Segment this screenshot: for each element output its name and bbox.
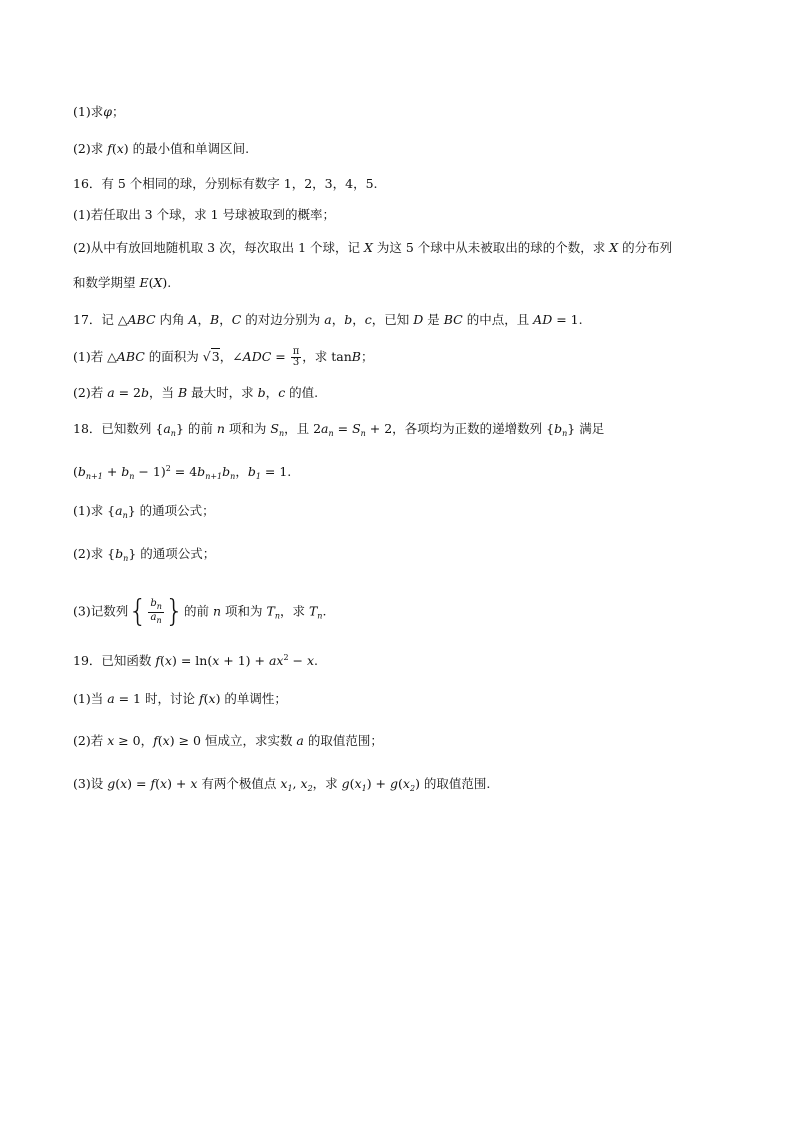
q17-part1: (1)若 △ABC 的面积为 √3，∠ADC = $\frac{\pi}{3}$ ，求 tanB； <box>73 346 374 368</box>
q18-part1: (1)求 $\{a_n\}$ 的通项公式； <box>73 503 215 520</box>
q17-part2: (2)若 a = 2b，当 B 最大时，求 b，c 的值. <box>73 385 319 400</box>
q19-part1: (1)当 a = 1 时，讨论 f(x) 的单调性； <box>73 691 287 706</box>
q19-part3: (3)设 g(x) = f(x) + x 有两个极值点 $x_1$, $x_2$，求 $g(x_1) + g(x_2)$ 的取值范围. <box>73 776 491 793</box>
q18-stem: 18．已知数列 $\{a_n\}$ 的前 n 项和为 $S_n$，且 $2a_n = S_n + 2$，各项均为正数的递增数列 $\{b_n\}$ 满足 <box>73 421 605 438</box>
q19-part2: (2)若 x ≥ 0，f(x) ≥ 0 恒成立，求实数 a 的取值范围； <box>73 733 383 748</box>
q18-condition: $(b_{n+1} + b_n - 1)^2 = 4b_{n+1}b_n$，$b_1 = 1$. <box>73 464 292 481</box>
q16-part2-cont: 和数学期望 E(X). <box>73 275 172 290</box>
q16-stem: 16．有 5 个相同的球，分别标有数字 1，2，3，4，5. <box>73 176 378 191</box>
q15-part1: (1)求φ； <box>73 104 125 119</box>
q18-part2: (2)求 $\{b_n\}$ 的通项公式； <box>73 546 216 563</box>
q16-part1: (1)若任取出 3 个球，求 1 号球被取到的概率； <box>73 207 336 222</box>
q17-stem: 17．记 △ABC 内角 A，B，C 的对边分别为 a，b，c，已知 D 是 BC 的中点，且 AD = 1. <box>73 312 583 327</box>
q19-stem: 19．已知函数 $f(x) = \ln(x + 1) + ax^2 - x$. <box>73 653 319 668</box>
q16-part2: (2)从中有放回地随机取 3 次，每次取出 1 个球，记 X 为这 5 个球中从未被取出的球的个数，求 X 的分布列 <box>73 240 673 255</box>
q15-part2: (2)求 f(x) 的最小值和单调区间. <box>73 141 250 156</box>
q18-part3: (3)记数列 { $\frac{b_n}{a_n}$ } 的前 n 项和为 $T_n$，求 $T_n$. <box>73 594 327 629</box>
